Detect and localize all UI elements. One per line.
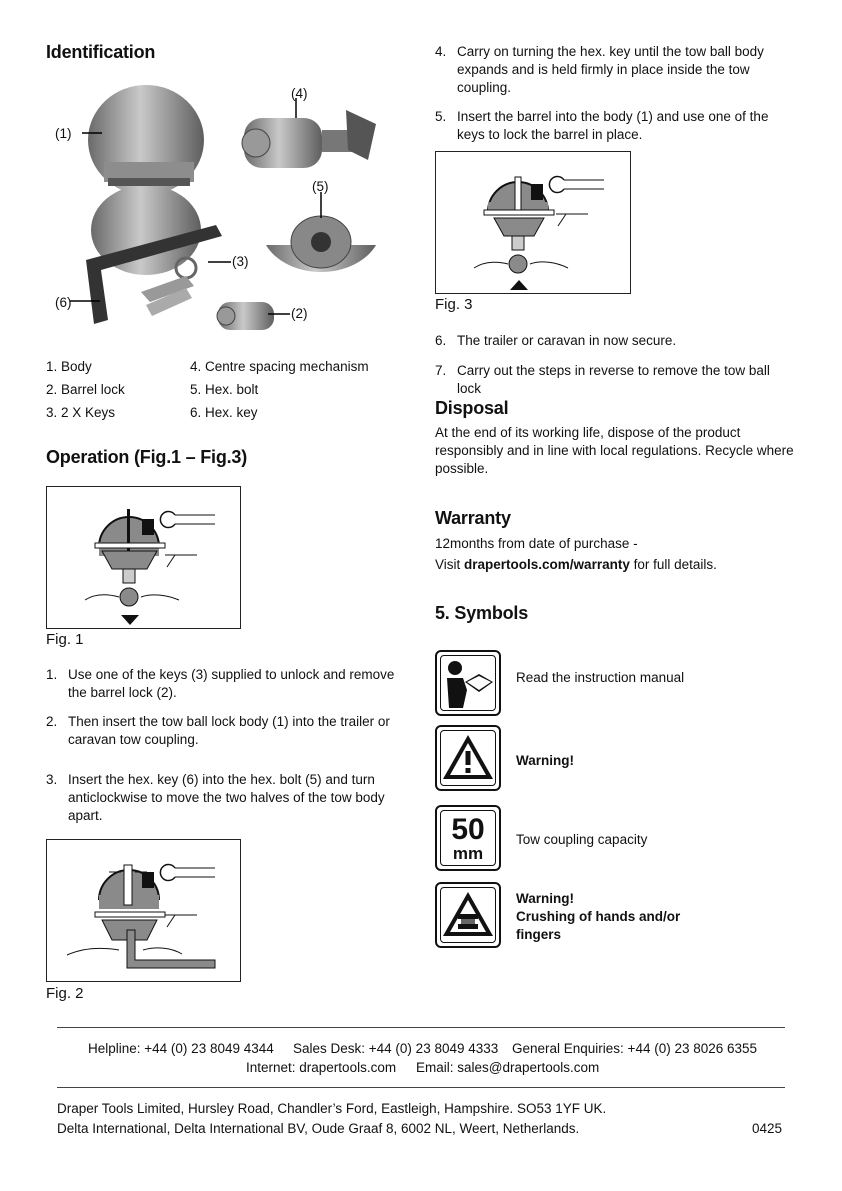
hex-bolt-image bbox=[266, 216, 376, 272]
symbol-label: Warning! Crushing of hands and/or fingers bbox=[516, 891, 681, 942]
warranty-link[interactable]: drapertools.com/warranty bbox=[464, 557, 630, 572]
helpline: Helpline: +44 (0) 23 8049 4344 bbox=[88, 1041, 274, 1056]
document-code: 0425 bbox=[752, 1121, 783, 1136]
address-line-1: Draper Tools Limited, Hursley Road, Chandler’s Ford, Eastleigh, Hampshire. SO53 1YF UK. bbox=[57, 1101, 607, 1116]
step-7: 7. Carry out the steps in reverse to remove the tow ball lock bbox=[435, 363, 770, 396]
disposal-text: At the end of its working life, dispose of the product responsibly and in line with local regulations. Recycle where possible. bbox=[435, 425, 794, 476]
disposal-heading: Disposal bbox=[435, 398, 509, 418]
barrel-lock-image bbox=[217, 302, 274, 330]
figure-1 bbox=[46, 486, 241, 629]
symbol-label: Read the instruction manual bbox=[516, 670, 685, 685]
operation-heading: Operation (Fig.1 – Fig.3) bbox=[46, 447, 248, 467]
parts-list-item: 3. 2 X Keys bbox=[46, 405, 116, 420]
address-line-2: Delta International, Delta International BV, Oude Graaf 8, 6002 NL, Weert, Netherlands. bbox=[57, 1121, 580, 1136]
figure-3 bbox=[435, 151, 631, 294]
figure-3-label: Fig. 3 bbox=[435, 296, 473, 313]
step-2: 2. Then insert the tow ball lock body (1) into the trailer or caravan tow coupling. bbox=[46, 714, 390, 747]
step-5: 5. Insert the barrel into the body (1) and use one of the keys to lock the barrel in place. bbox=[435, 109, 769, 142]
step-1: 1. Use one of the keys (3) supplied to unlock and remove the barrel lock (2). bbox=[46, 667, 395, 700]
warranty-heading: Warranty bbox=[435, 508, 511, 528]
parts-list-item: 4. Centre spacing mechanism bbox=[190, 359, 369, 374]
internet[interactable]: Internet: drapertools.com bbox=[246, 1060, 397, 1075]
parts-list-item: 2. Barrel lock bbox=[46, 382, 125, 397]
callout-2: (2) bbox=[291, 306, 308, 321]
symbols-heading: 5. Symbols bbox=[435, 603, 529, 623]
read-manual-icon bbox=[435, 650, 501, 716]
callout-1: (1) bbox=[55, 126, 72, 141]
callout-6: (6) bbox=[55, 295, 72, 310]
capacity-icon: 50 mm bbox=[435, 805, 501, 871]
warning-triangle-icon bbox=[435, 725, 501, 791]
symbol-label: Warning! bbox=[516, 753, 574, 768]
footer-divider bbox=[57, 1087, 785, 1088]
identification-heading: Identification bbox=[46, 42, 156, 62]
spacing-mechanism-image bbox=[242, 110, 376, 168]
sales-desk: Sales Desk: +44 (0) 23 8049 4333 bbox=[293, 1041, 499, 1056]
figure-2 bbox=[46, 839, 241, 982]
callout-3: (3) bbox=[232, 254, 249, 269]
crush-hazard-icon bbox=[435, 882, 501, 948]
warranty-period: 12months from date of purchase - bbox=[435, 536, 638, 551]
parts-list-item: 1. Body bbox=[46, 359, 92, 374]
email[interactable]: Email: sales@drapertools.com bbox=[416, 1060, 600, 1075]
footer-divider bbox=[57, 1027, 785, 1028]
callout-4: (4) bbox=[291, 86, 308, 101]
symbol-label: Tow coupling capacity bbox=[516, 832, 648, 847]
figure-2-label: Fig. 2 bbox=[46, 985, 84, 1002]
general-enquiries: General Enquiries: +44 (0) 23 8026 6355 bbox=[512, 1041, 758, 1056]
callout-5: (5) bbox=[312, 179, 329, 194]
warranty-visit-line: Visit drapertools.com/warranty for full details. bbox=[435, 557, 717, 572]
parts-list-item: 5. Hex. bolt bbox=[190, 382, 259, 397]
step-4: 4. Carry on turning the hex. key until the tow ball body expands and is held firmly in place inside the tow coupling. bbox=[435, 44, 764, 95]
step-3: 3. Insert the hex. key (6) into the hex. bolt (5) and turn anticlockwise to move the two halves of the tow body apart. bbox=[46, 772, 385, 823]
step-6: 6. The trailer or caravan in now secure. bbox=[435, 333, 677, 348]
parts-photo bbox=[46, 80, 386, 340]
parts-list-item: 6. Hex. key bbox=[190, 405, 258, 420]
figure-1-label: Fig. 1 bbox=[46, 631, 84, 648]
